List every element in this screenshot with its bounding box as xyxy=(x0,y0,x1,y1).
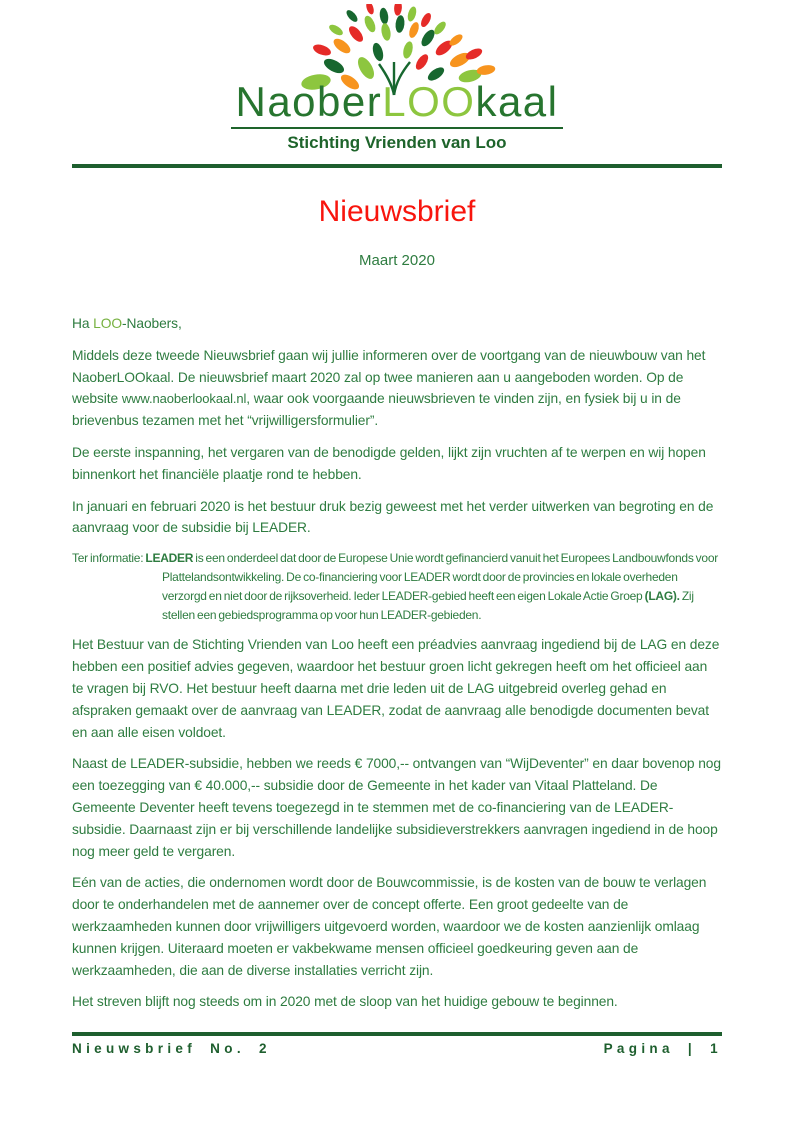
page-date: Maart 2020 xyxy=(359,252,435,270)
website-link[interactable]: www.naoberlookaal.nl xyxy=(121,391,247,407)
footer-page-number: Pagina | 1 xyxy=(603,1041,722,1056)
greeting-line xyxy=(72,313,722,335)
paragraph-streven: Het streven blijft nog steeds om in 2020 met de sloop van het huidige gebouw te beginnen. xyxy=(72,994,618,1010)
greeting-post: -Naobers, xyxy=(122,316,182,332)
paragraph-finances: De eerste inspanning, het vergaren van de benodigde gelden, lijkt zijn vruchten af te werpen en wij hopen binnenkort het financiële plaatje rond te hebben. xyxy=(72,445,706,482)
info-note-end: Zij stellen een gebiedsprogramma op voor hun LEADER-gebieden. xyxy=(162,588,694,622)
page-footer xyxy=(72,1032,722,1056)
info-note-mid: is een onderdeel dat door de Europese Unie wordt gefinancierd vanuit het Europees Landbouwfonds voor Plattelandsontwikkeling. De co-financiering voor LEADER wordt door de provincies en lokale overheden verzorgd en niet door de rijksoverheid. Ieder LEADER-gebied heeft een eigen Lokale Actie Groep xyxy=(162,551,719,603)
greeting-pre: Ha xyxy=(72,316,94,332)
logo-subtitle: Stichting Vrienden van Loo xyxy=(287,133,507,153)
logo-text-naober: Naober xyxy=(235,78,383,125)
greeting-loo: LOO xyxy=(93,316,123,332)
info-note-lag-term: (LAG). xyxy=(644,588,680,603)
newsletter-body xyxy=(72,313,722,1013)
info-note-leader xyxy=(72,549,722,624)
info-note-label: Ter informatie: xyxy=(72,551,146,566)
logo-text-loo: LOO xyxy=(382,78,476,125)
paragraph-intro xyxy=(72,345,722,432)
paragraph-intro-post: , waar ook voorgaande nieuwsbrieven te vinden zijn, en fysiek bij u in de brievenbus tezamen met het “vrijwilligersformulier”. xyxy=(72,391,681,429)
logo-header xyxy=(0,0,794,153)
paragraph-intro-pre: Middels deze tweede Nieuwsbrief gaan wij jullie informeren over de voortgang van de nieuwbouw van het NaoberLOOkaal. De nieuwsbrief maart 2020 zal op twee manieren aan u aangeboden worden. Op de website xyxy=(72,347,706,407)
page-title: Nieuwsbrief xyxy=(318,195,476,229)
footer-divider xyxy=(72,1032,722,1036)
paragraph-bouwcommissie: Eén van de acties, die ondernomen wordt door de Bouwcommissie, is de kosten van de bouw te verlagen door te onderhandelen met de aannemer over de concept offerte. Een groot gedeelte van de werkzaamheden kunnen door vrijwilligers uitgevoerd worden, waardoor we de kosten aanzienlijk omlaag kunnen krijgen. Uiteraard moeten er vakbekwame mensen officieel goedkeuring geven aan de werkzaamheden, die aan de diverse installaties verricht zijn. xyxy=(72,875,707,978)
header-divider xyxy=(72,164,722,168)
logo-wordmark xyxy=(231,80,562,129)
footer-newsletter-number: Nieuwsbrief No. 2 xyxy=(72,1041,271,1056)
info-note-leader-term: LEADER xyxy=(145,551,194,566)
paragraph-leader-progress: In januari en februari 2020 is het bestuur druk bezig geweest met het verder uitwerken van begroting en de aanvraag voor de subsidie bij LEADER. xyxy=(72,498,714,536)
paragraph-bestuur: Het Bestuur van de Stichting Vrienden van Loo heeft een préadvies aanvraag ingediend bij de LAG en deze hebben een positief advies gegeven, waardoor het bestuur groen licht gekregen heeft om het officieel aan te vragen bij RVO. Het bestuur heeft daarna met drie leden uit de LAG uitgebreid overleg gehad en afspraken gemaakt over de aanvraag van LEADER, zodat de aanvraag alle benodigde documenten bevat en aan alle eisen voldoet. xyxy=(72,637,720,740)
paragraph-subsidies: Naast de LEADER-subsidie, hebben we reeds € 7000,-- ontvangen van “WijDeventer” en daar bovenop nog een toezegging van € 40.000,-- subsidie door de Gemeente in het kader van Vitaal Platteland. De Gemeente Deventer heeft tevens toegezegd in te stemmen met de co-financiering van de LEADER-subsidie. Daarnaast zijn er bij verschillende landelijke subsidieverstrekkers aanvragen ingediend in de hoop nog meer geld te vergaren. xyxy=(72,756,721,859)
logo-text-kaal: kaal xyxy=(475,78,559,125)
